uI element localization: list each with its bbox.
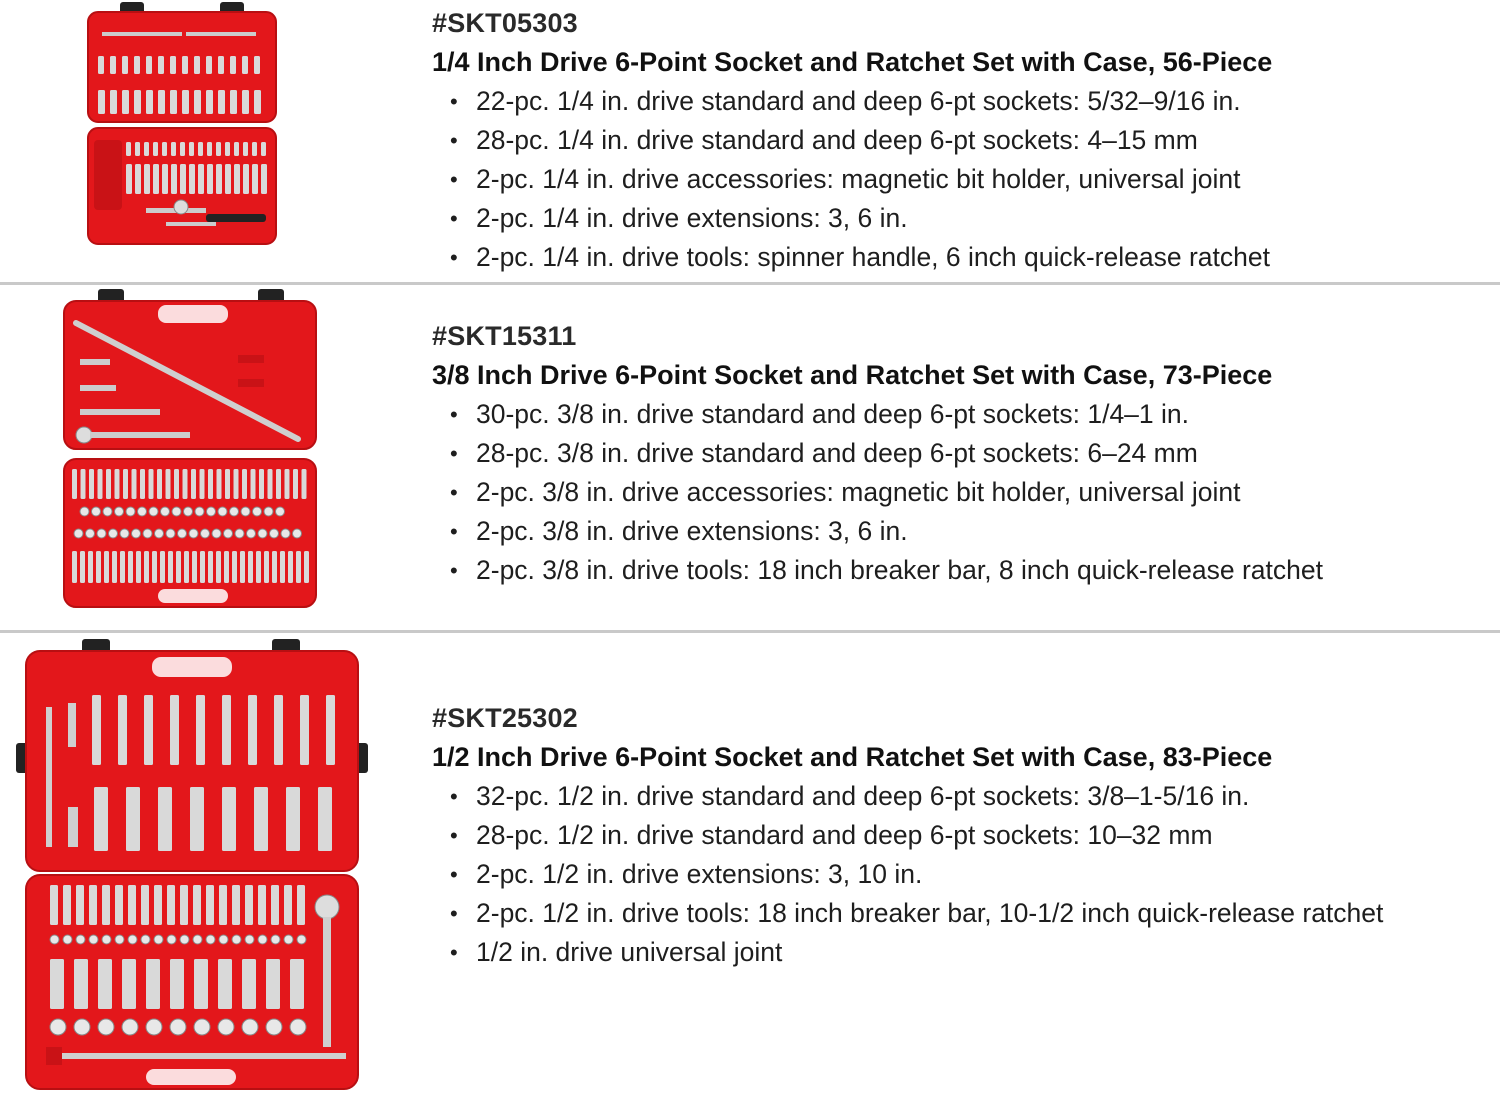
socket-icon	[182, 90, 189, 114]
socket-icon	[153, 164, 159, 194]
socket-icon	[180, 935, 189, 944]
product-section-2	[0, 285, 1500, 630]
list-item: • 28-pc. 1/4 in. drive standard and deep 6-pt sockets: 4–15 mm	[432, 121, 1272, 160]
socket-icon	[302, 469, 307, 499]
socket-icon	[297, 935, 306, 944]
socket-icon	[120, 551, 125, 583]
socket-icon	[184, 507, 193, 516]
bullet-icon: •	[450, 480, 458, 505]
socket-icon	[94, 787, 108, 851]
socket-case-3-illustration	[16, 639, 368, 1091]
socket-icon	[234, 469, 239, 499]
socket-icon	[170, 959, 184, 1009]
bullet-icon: •	[450, 823, 458, 848]
socket-icon	[284, 885, 292, 925]
socket-icon	[135, 142, 140, 156]
socket-icon	[225, 164, 231, 194]
socket-icon	[276, 507, 285, 516]
bullet-icon: •	[450, 89, 458, 114]
socket-icon	[194, 56, 200, 74]
product-section-1	[0, 0, 1500, 282]
socket-icon	[261, 142, 266, 156]
socket-icon	[271, 935, 280, 944]
socket-icon	[208, 551, 213, 583]
bullet-icon: •	[450, 245, 458, 270]
socket-icon	[102, 885, 110, 925]
socket-icon	[293, 529, 302, 538]
list-item: • 2-pc. 1/4 in. drive accessories: magnetic bit holder, universal joint	[432, 160, 1272, 199]
socket-icon	[138, 507, 147, 516]
list-item: • 2-pc. 1/2 in. drive extensions: 3, 10 in.	[432, 855, 1411, 894]
socket-icon	[171, 142, 176, 156]
list-item: • 32-pc. 1/2 in. drive standard and deep 6-pt sockets: 3/8–1-5/16 in.	[432, 777, 1411, 816]
socket-icon	[206, 56, 212, 74]
socket-icon	[241, 507, 250, 516]
socket-icon	[251, 469, 256, 499]
socket-icon	[74, 1019, 90, 1035]
socket-icon	[253, 507, 262, 516]
product-text-2	[432, 317, 1323, 590]
bullet-icon: •	[450, 940, 458, 965]
socket-icon	[300, 695, 309, 765]
socket-icon	[126, 164, 132, 194]
socket-icon	[232, 935, 241, 944]
socket-icon	[256, 551, 261, 583]
socket-icon	[170, 695, 179, 765]
socket-icon	[224, 551, 229, 583]
socket-icon	[222, 787, 236, 851]
bullet-icon: •	[450, 167, 458, 192]
socket-icon	[245, 885, 253, 925]
socket-icon	[288, 551, 293, 583]
product-title: 1/2 Inch Drive 6-Point Socket and Ratchet Set with Case, 83-Piece	[432, 742, 1273, 772]
socket-icon	[207, 164, 213, 194]
socket-icon	[74, 959, 88, 1009]
list-item: • 2-pc. 1/4 in. drive extensions: 3, 6 in.	[432, 199, 1272, 238]
socket-icon	[189, 164, 195, 194]
socket-icon	[245, 935, 254, 944]
socket-icon	[122, 56, 128, 74]
socket-icon	[230, 507, 239, 516]
feature-list	[432, 82, 1272, 277]
product-sku: #SKT05303	[432, 8, 578, 38]
socket-icon	[97, 529, 106, 538]
socket-icon	[135, 164, 141, 194]
socket-icon	[118, 695, 127, 765]
socket-icon	[128, 935, 137, 944]
socket-icon	[264, 551, 269, 583]
socket-icon	[242, 1019, 258, 1035]
socket-icon	[149, 507, 158, 516]
socket-icon	[86, 529, 95, 538]
socket-icon	[234, 142, 239, 156]
socket-icon	[218, 959, 232, 1009]
socket-icon	[88, 551, 93, 583]
socket-icon	[252, 142, 257, 156]
socket-icon	[153, 142, 158, 156]
socket-icon	[126, 787, 140, 851]
socket-icon	[198, 164, 204, 194]
socket-icon	[254, 56, 260, 74]
socket-icon	[96, 551, 101, 583]
list-item: • 28-pc. 1/2 in. drive standard and deep 6-pt sockets: 10–32 mm	[432, 816, 1411, 855]
socket-icon	[242, 959, 256, 1009]
socket-icon	[146, 56, 152, 74]
socket-icon	[243, 164, 249, 194]
socket-icon	[180, 885, 188, 925]
socket-icon	[170, 1019, 186, 1035]
bullet-icon: •	[450, 128, 458, 153]
socket-icon	[174, 469, 179, 499]
socket-icon	[180, 164, 186, 194]
socket-icon	[126, 507, 135, 516]
socket-icon	[216, 142, 221, 156]
socket-icon	[247, 529, 256, 538]
socket-icon	[242, 56, 248, 74]
socket-icon	[132, 529, 141, 538]
socket-icon	[92, 695, 101, 765]
bullet-icon: •	[450, 862, 458, 887]
socket-icon	[290, 959, 304, 1009]
socket-icon	[128, 885, 136, 925]
socket-icon	[146, 1019, 162, 1035]
socket-icon	[122, 959, 136, 1009]
socket-icon	[272, 551, 277, 583]
socket-icon	[192, 551, 197, 583]
socket-icon	[122, 1019, 138, 1035]
socket-icon	[50, 959, 64, 1009]
socket-icon	[161, 507, 170, 516]
socket-icon	[183, 469, 188, 499]
socket-icon	[194, 959, 208, 1009]
socket-icon	[219, 885, 227, 925]
socket-icon	[80, 507, 89, 516]
socket-icon	[270, 529, 279, 538]
socket-icon	[98, 56, 104, 74]
socket-icon	[290, 1019, 306, 1035]
bullet-icon: •	[450, 558, 458, 583]
socket-icon	[172, 507, 181, 516]
socket-icon	[254, 90, 261, 114]
socket-icon	[162, 164, 168, 194]
socket-icon	[89, 885, 97, 925]
socket-icon	[167, 885, 175, 925]
socket-icon	[264, 507, 273, 516]
product-sku: #SKT25302	[432, 703, 578, 733]
bullet-icon: •	[450, 901, 458, 926]
socket-icon	[132, 469, 137, 499]
socket-icon	[81, 469, 86, 499]
socket-icon	[112, 551, 117, 583]
socket-icon	[63, 885, 71, 925]
socket-icon	[134, 90, 141, 114]
socket-icon	[225, 142, 230, 156]
socket-icon	[134, 56, 140, 74]
socket-icon	[280, 551, 285, 583]
socket-icon	[167, 935, 176, 944]
bullet-icon: •	[450, 441, 458, 466]
socket-icon	[154, 935, 163, 944]
socket-icon	[261, 164, 267, 194]
socket-icon	[158, 56, 164, 74]
bullet-icon: •	[450, 206, 458, 231]
socket-icon	[170, 90, 177, 114]
list-item: • 2-pc. 3/8 in. drive extensions: 3, 6 in.	[432, 512, 1323, 551]
list-item: • 2-pc. 1/2 in. drive tools: 18 inch breaker bar, 10-1/2 inch quick-release ratchet	[432, 894, 1411, 933]
socket-icon	[194, 90, 201, 114]
socket-icon	[296, 551, 301, 583]
socket-icon	[248, 551, 253, 583]
socket-icon	[206, 885, 214, 925]
socket-icon	[144, 142, 149, 156]
socket-icon	[152, 551, 157, 583]
socket-icon	[141, 935, 150, 944]
socket-icon	[115, 469, 120, 499]
socket-icon	[115, 885, 123, 925]
socket-icon	[252, 164, 258, 194]
socket-icon	[136, 551, 141, 583]
socket-icon	[230, 90, 237, 114]
socket-icon	[115, 935, 124, 944]
socket-icon	[120, 529, 129, 538]
socket-icon	[76, 935, 85, 944]
socket-icon	[180, 142, 185, 156]
socket-icon	[189, 529, 198, 538]
socket-icon	[304, 551, 309, 583]
socket-icon	[194, 1019, 210, 1035]
product-image-2	[62, 289, 318, 611]
socket-icon	[126, 142, 131, 156]
socket-icon	[98, 90, 105, 114]
socket-icon	[200, 469, 205, 499]
socket-icon	[104, 551, 109, 583]
socket-icon	[92, 507, 101, 516]
socket-icon	[157, 469, 162, 499]
socket-icon	[286, 787, 300, 851]
socket-icon	[115, 507, 124, 516]
product-section-3	[0, 633, 1500, 1095]
socket-icon	[146, 90, 153, 114]
product-image-3	[16, 639, 368, 1091]
socket-icon	[235, 529, 244, 538]
socket-icon	[158, 787, 172, 851]
socket-icon	[216, 551, 221, 583]
list-item: • 28-pc. 3/8 in. drive standard and deep 6-pt sockets: 6–24 mm	[432, 434, 1323, 473]
socket-icon	[266, 1019, 282, 1035]
socket-icon	[189, 142, 194, 156]
socket-icon	[166, 469, 171, 499]
socket-icon	[102, 935, 111, 944]
socket-icon	[89, 935, 98, 944]
socket-icon	[326, 695, 335, 765]
socket-icon	[190, 787, 204, 851]
socket-icon	[98, 959, 112, 1009]
socket-icon	[143, 529, 152, 538]
socket-icon	[318, 787, 332, 851]
socket-icon	[63, 935, 72, 944]
socket-icon	[198, 142, 203, 156]
socket-icon	[242, 469, 247, 499]
socket-icon	[166, 529, 175, 538]
socket-icon	[140, 469, 145, 499]
socket-icon	[219, 935, 228, 944]
socket-icon	[72, 551, 77, 583]
product-text-1	[432, 4, 1272, 277]
socket-icon	[258, 885, 266, 925]
socket-icon	[218, 1019, 234, 1035]
socket-icon	[234, 164, 240, 194]
socket-icon	[240, 551, 245, 583]
socket-icon	[144, 164, 150, 194]
socket-icon	[281, 529, 290, 538]
feature-list	[432, 777, 1411, 972]
socket-icon	[154, 885, 162, 925]
list-item: • 22-pc. 1/4 in. drive standard and deep 6-pt sockets: 5/32–9/16 in.	[432, 82, 1272, 121]
socket-icon	[242, 90, 249, 114]
socket-icon	[176, 551, 181, 583]
product-sku: #SKT15311	[432, 321, 577, 351]
socket-icon	[207, 142, 212, 156]
socket-icon	[168, 551, 173, 583]
socket-icon	[274, 695, 283, 765]
bullet-icon: •	[450, 784, 458, 809]
socket-icon	[106, 469, 111, 499]
feature-list	[432, 395, 1323, 590]
socket-icon	[80, 551, 85, 583]
product-title: 1/4 Inch Drive 6-Point Socket and Ratchet Set with Case, 56-Piece	[432, 47, 1273, 77]
socket-icon	[110, 90, 117, 114]
socket-icon	[216, 164, 222, 194]
list-item: • 2-pc. 3/8 in. drive accessories: magnetic bit holder, universal joint	[432, 473, 1323, 512]
socket-icon	[170, 56, 176, 74]
socket-icon	[193, 885, 201, 925]
socket-icon	[259, 469, 264, 499]
socket-icon	[208, 469, 213, 499]
socket-icon	[149, 469, 154, 499]
product-text-3	[432, 699, 1411, 972]
socket-icon	[110, 56, 116, 74]
socket-icon	[254, 787, 268, 851]
socket-case-2-illustration	[62, 289, 318, 611]
socket-icon	[225, 469, 230, 499]
socket-icon	[122, 90, 129, 114]
bullet-icon: •	[450, 519, 458, 544]
socket-icon	[276, 469, 281, 499]
product-title: 3/8 Inch Drive 6-Point Socket and Ratchet Set with Case, 73-Piece	[432, 360, 1273, 390]
bullet-icon: •	[450, 402, 458, 427]
socket-icon	[141, 885, 149, 925]
socket-icon	[207, 507, 216, 516]
socket-icon	[144, 695, 153, 765]
socket-icon	[191, 469, 196, 499]
socket-icon	[201, 529, 210, 538]
list-item: • 30-pc. 3/8 in. drive standard and deep 6-pt sockets: 1/4–1 in.	[432, 395, 1323, 434]
socket-icon	[196, 695, 205, 765]
socket-icon	[285, 469, 290, 499]
socket-icon	[98, 469, 103, 499]
socket-icon	[266, 959, 280, 1009]
socket-icon	[258, 935, 267, 944]
socket-icon	[162, 142, 167, 156]
socket-icon	[232, 885, 240, 925]
socket-icon	[243, 142, 248, 156]
socket-icon	[206, 935, 215, 944]
socket-icon	[178, 529, 187, 538]
socket-icon	[171, 164, 177, 194]
socket-icon	[155, 529, 164, 538]
socket-icon	[200, 551, 205, 583]
socket-icon	[72, 469, 77, 499]
socket-icon	[222, 695, 231, 765]
socket-icon	[232, 551, 237, 583]
socket-icon	[271, 885, 279, 925]
socket-icon	[193, 935, 202, 944]
socket-icon	[182, 56, 188, 74]
socket-icon	[268, 469, 273, 499]
socket-icon	[98, 1019, 114, 1035]
socket-icon	[217, 469, 222, 499]
socket-icon	[123, 469, 128, 499]
list-item: • 2-pc. 3/8 in. drive tools: 18 inch breaker bar, 8 inch quick-release ratchet	[432, 551, 1323, 590]
socket-icon	[144, 551, 149, 583]
socket-icon	[158, 90, 165, 114]
socket-icon	[146, 959, 160, 1009]
socket-icon	[293, 469, 298, 499]
socket-icon	[248, 695, 257, 765]
socket-icon	[50, 1019, 66, 1035]
socket-icon	[76, 885, 84, 925]
socket-icon	[206, 90, 213, 114]
socket-icon	[128, 551, 133, 583]
socket-icon	[50, 885, 58, 925]
socket-icon	[103, 507, 112, 516]
socket-icon	[297, 885, 305, 925]
socket-icon	[230, 56, 236, 74]
socket-icon	[89, 469, 94, 499]
socket-icon	[218, 507, 227, 516]
list-item: • 2-pc. 1/4 in. drive tools: spinner handle, 6 inch quick-release ratchet	[432, 238, 1272, 277]
socket-icon	[184, 551, 189, 583]
socket-icon	[218, 90, 225, 114]
socket-icon	[284, 935, 293, 944]
socket-case-1-illustration	[86, 2, 278, 247]
socket-icon	[160, 551, 165, 583]
socket-icon	[195, 507, 204, 516]
socket-icon	[212, 529, 221, 538]
socket-icon	[109, 529, 118, 538]
socket-icon	[50, 935, 59, 944]
socket-icon	[74, 529, 83, 538]
socket-icon	[224, 529, 233, 538]
socket-icon	[258, 529, 267, 538]
socket-icon	[218, 56, 224, 74]
product-image-1	[86, 2, 278, 247]
list-item: • 1/2 in. drive universal joint	[432, 933, 1411, 972]
